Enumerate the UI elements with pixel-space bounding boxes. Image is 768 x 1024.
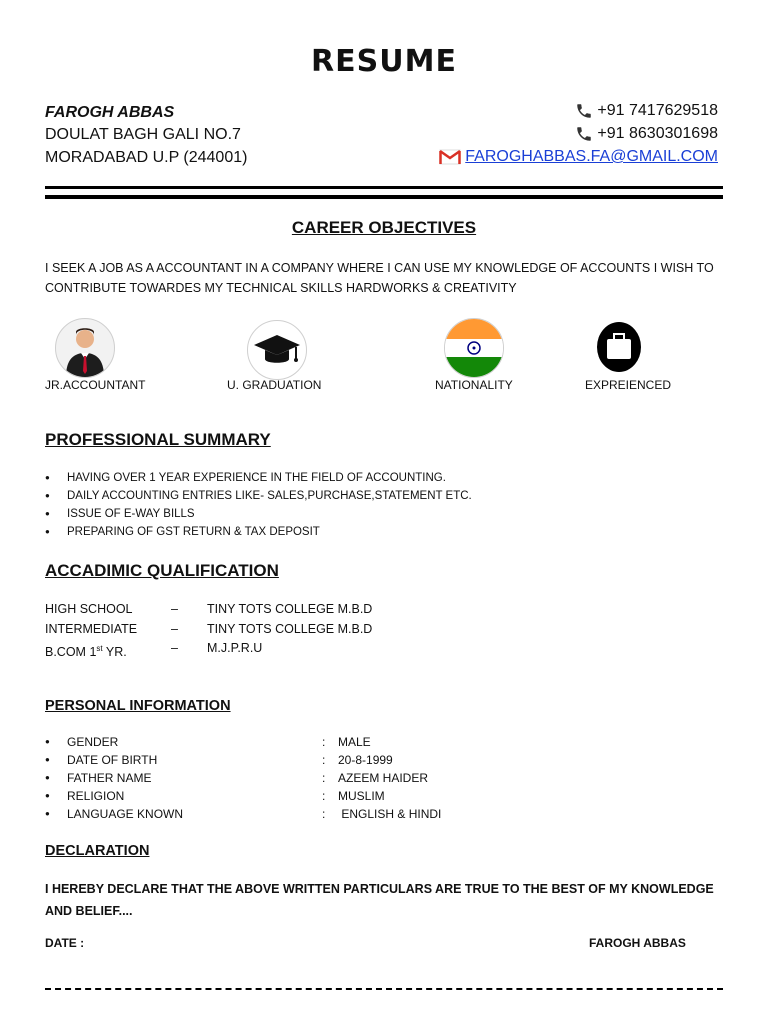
table-row: HIGH SCHOOL – TINY TOTS COLLEGE M.B.D [45,602,373,616]
professional-summary-section [45,430,271,450]
declaration-text: I HEREBY DECLARE THAT THE ABOVE WRITTEN PARTICULARS ARE TRUE TO THE BEST OF MY KNOWLEDGE AND BELIEF.... [45,882,714,918]
table-row: B.COM 1st YR. – M.J.P.R.U [45,641,263,660]
list-item: ● DATE OF BIRTH : 20-8-1999 [45,753,393,767]
phone-1-text: +91 7417629518 [597,102,718,119]
email-link[interactable]: FAROGHABBAS.FA@GMAIL.COM [465,148,718,165]
qualification-heading: ACCADIMIC QUALIFICATION [45,561,279,580]
qualification-section [45,561,279,581]
footer-dashed-divider [45,988,723,990]
phone-icon [575,102,593,120]
address-line-2: MORADABAD U.P (244001) [45,149,248,166]
personal-info-section [45,698,231,714]
icon-label-nationality: NATIONALITY [435,378,513,392]
phone-icon [575,125,593,143]
phone-2-text: +91 8630301698 [597,125,718,142]
list-item: ● HAVING OVER 1 YEAR EXPERIENCE IN THE FIELD OF ACCOUNTING. [45,469,472,487]
icon-label-experienced: EXPREIENCED [585,378,672,392]
personal-info-list [45,733,441,823]
declaration-section [45,843,149,859]
india-flag-icon [444,318,504,378]
graduation-cap-icon [247,320,307,380]
phone-2 [575,125,718,143]
career-objective-text: I SEEK A JOB AS A ACCOUNTANT IN A COMPANY WHERE I CAN USE MY KNOWLEDGE OF ACCOUNTS I WISH TO CONTRIBUTE TOWARDES MY TECHNICAL SKILLS HARDWORKS & CREATIVITY [45,261,714,295]
header-divider-bottom [45,195,723,199]
gmail-icon [439,149,461,165]
declaration-heading: DECLARATION [45,843,150,859]
professional-summary-heading: PROFESSIONAL SUMMARY [45,430,271,449]
signature-name: FAROGH ABBAS [589,936,686,950]
email-contact [439,148,718,166]
candidate-name: FAROGH ABBAS [45,104,175,121]
career-objectives-heading: CAREER OBJECTIVES [291,218,477,237]
career-objectives-section [0,218,768,238]
list-item: ● DAILY ACCOUNTING ENTRIES LIKE- SALES,PURCHASE,STATEMENT ETC. [45,487,472,505]
briefcase-icon [597,322,641,372]
icon-label-graduation: U. GRADUATION [227,378,322,392]
qualification-table [45,600,507,663]
list-item: ● PREPARING OF GST RETURN & TAX DEPOSIT [45,523,472,541]
summary-list [45,469,472,541]
person-icon [55,318,115,378]
icon-label-jr-accountant: JR.ACCOUNTANT [45,378,146,392]
resume-title: RESUME [311,44,457,79]
table-row: INTERMEDIATE – TINY TOTS COLLEGE M.B.D [45,621,373,636]
date-label: DATE : [45,936,85,950]
list-item: ● LANGUAGE KNOWN : ENGLISH & HINDI [45,807,442,821]
address-line-1: DOULAT BAGH GALI NO.7 [45,126,241,143]
header-divider-thick [45,186,723,189]
list-item: ● ISSUE OF E-WAY BILLS [45,505,472,523]
list-item: ● FATHER NAME : AZEEM HAIDER [45,771,429,785]
phone-1 [575,102,718,120]
list-item: ● GENDER : MALE [45,735,371,749]
list-item: ● RELIGION : MUSLIM [45,789,385,803]
personal-info-heading: PERSONAL INFORMATION [45,698,231,714]
